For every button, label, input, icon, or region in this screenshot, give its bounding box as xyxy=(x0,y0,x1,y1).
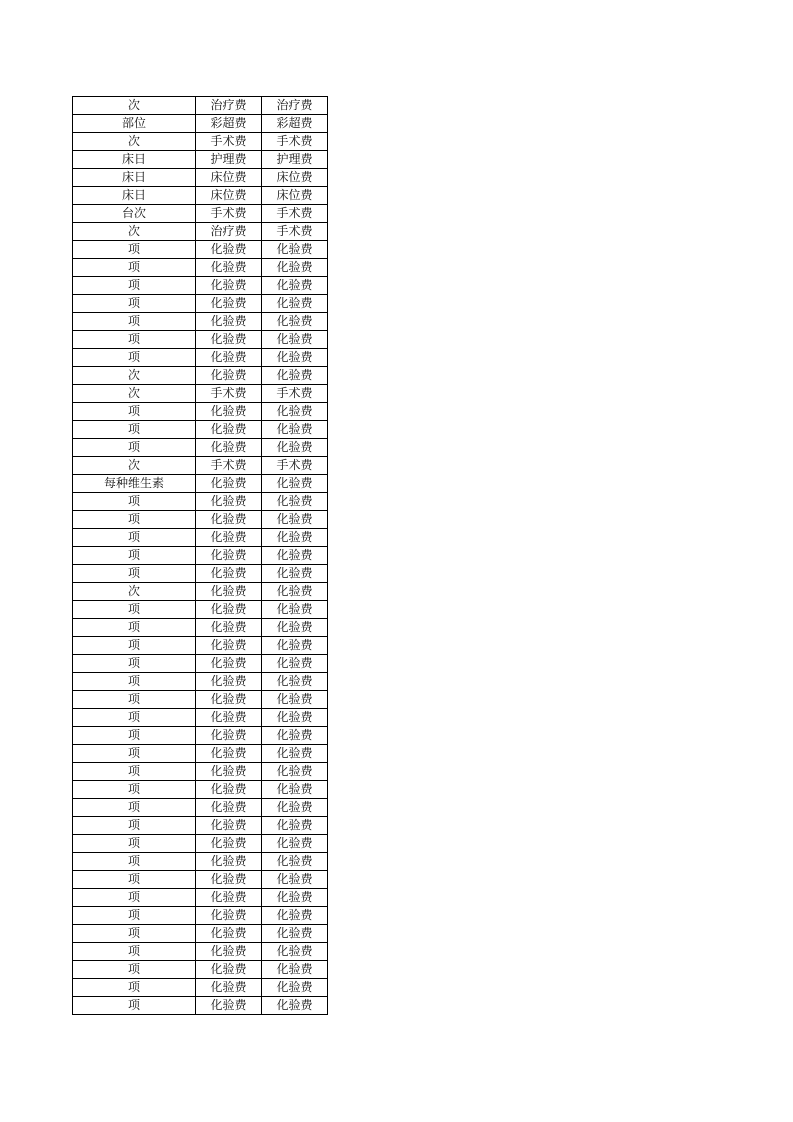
table-row xyxy=(73,763,328,781)
category-cell: 化验费 xyxy=(196,313,262,331)
category-cell: 床位费 xyxy=(196,169,262,187)
unit-cell: 次 xyxy=(73,97,196,115)
table-row xyxy=(73,979,328,997)
unit-cell: 每种维生素 xyxy=(73,475,196,493)
table-row xyxy=(73,727,328,745)
unit-cell: 项 xyxy=(73,763,196,781)
billing-category-cell: 手术费 xyxy=(262,205,328,223)
category-cell: 化验费 xyxy=(196,295,262,313)
category-cell: 化验费 xyxy=(196,961,262,979)
billing-category-cell: 治疗费 xyxy=(262,97,328,115)
category-cell: 化验费 xyxy=(196,763,262,781)
unit-cell: 项 xyxy=(73,691,196,709)
billing-category-cell: 化验费 xyxy=(262,421,328,439)
unit-cell: 床日 xyxy=(73,187,196,205)
table-row xyxy=(73,691,328,709)
billing-category-cell: 化验费 xyxy=(262,673,328,691)
billing-category-cell: 化验费 xyxy=(262,637,328,655)
unit-cell: 项 xyxy=(73,619,196,637)
table-row xyxy=(73,133,328,151)
table-row xyxy=(73,259,328,277)
unit-cell: 次 xyxy=(73,385,196,403)
fee-table xyxy=(72,96,328,1015)
table-row xyxy=(73,349,328,367)
unit-cell: 台次 xyxy=(73,205,196,223)
table-row xyxy=(73,943,328,961)
table-row xyxy=(73,223,328,241)
table-row xyxy=(73,673,328,691)
unit-cell: 项 xyxy=(73,277,196,295)
unit-cell: 项 xyxy=(73,421,196,439)
table-row xyxy=(73,583,328,601)
table-row xyxy=(73,709,328,727)
billing-category-cell: 化验费 xyxy=(262,349,328,367)
billing-category-cell: 护理费 xyxy=(262,151,328,169)
table-row xyxy=(73,151,328,169)
category-cell: 化验费 xyxy=(196,493,262,511)
billing-category-cell: 手术费 xyxy=(262,457,328,475)
table-row xyxy=(73,619,328,637)
unit-cell: 项 xyxy=(73,493,196,511)
billing-category-cell: 床位费 xyxy=(262,169,328,187)
table-row xyxy=(73,457,328,475)
unit-cell: 项 xyxy=(73,961,196,979)
category-cell: 化验费 xyxy=(196,943,262,961)
category-cell: 化验费 xyxy=(196,655,262,673)
billing-category-cell: 彩超费 xyxy=(262,115,328,133)
unit-cell: 项 xyxy=(73,799,196,817)
category-cell: 化验费 xyxy=(196,997,262,1015)
billing-category-cell: 化验费 xyxy=(262,907,328,925)
billing-category-cell: 化验费 xyxy=(262,493,328,511)
billing-category-cell: 化验费 xyxy=(262,601,328,619)
billing-category-cell: 化验费 xyxy=(262,835,328,853)
category-cell: 手术费 xyxy=(196,457,262,475)
billing-category-cell: 化验费 xyxy=(262,961,328,979)
billing-category-cell: 化验费 xyxy=(262,817,328,835)
table-row xyxy=(73,781,328,799)
billing-category-cell: 化验费 xyxy=(262,619,328,637)
billing-category-cell: 手术费 xyxy=(262,385,328,403)
category-cell: 化验费 xyxy=(196,709,262,727)
category-cell: 化验费 xyxy=(196,853,262,871)
billing-category-cell: 化验费 xyxy=(262,889,328,907)
unit-cell: 项 xyxy=(73,601,196,619)
billing-category-cell: 化验费 xyxy=(262,511,328,529)
category-cell: 化验费 xyxy=(196,889,262,907)
unit-cell: 项 xyxy=(73,637,196,655)
billing-category-cell: 化验费 xyxy=(262,295,328,313)
billing-category-cell: 化验费 xyxy=(262,655,328,673)
category-cell: 化验费 xyxy=(196,925,262,943)
unit-cell: 项 xyxy=(73,241,196,259)
billing-category-cell: 化验费 xyxy=(262,403,328,421)
category-cell: 床位费 xyxy=(196,187,262,205)
table-row xyxy=(73,997,328,1015)
table-row xyxy=(73,565,328,583)
unit-cell: 项 xyxy=(73,835,196,853)
unit-cell: 次 xyxy=(73,223,196,241)
unit-cell: 项 xyxy=(73,511,196,529)
category-cell: 化验费 xyxy=(196,637,262,655)
category-cell: 化验费 xyxy=(196,565,262,583)
table-row xyxy=(73,475,328,493)
category-cell: 化验费 xyxy=(196,979,262,997)
table-row xyxy=(73,187,328,205)
unit-cell: 项 xyxy=(73,727,196,745)
table-row xyxy=(73,799,328,817)
unit-cell: 项 xyxy=(73,529,196,547)
table-row xyxy=(73,439,328,457)
unit-cell: 项 xyxy=(73,889,196,907)
category-cell: 化验费 xyxy=(196,475,262,493)
billing-category-cell: 化验费 xyxy=(262,565,328,583)
unit-cell: 次 xyxy=(73,367,196,385)
unit-cell: 项 xyxy=(73,295,196,313)
billing-category-cell: 化验费 xyxy=(262,277,328,295)
unit-cell: 项 xyxy=(73,565,196,583)
table-row xyxy=(73,889,328,907)
billing-category-cell: 化验费 xyxy=(262,871,328,889)
unit-cell: 项 xyxy=(73,439,196,457)
category-cell: 手术费 xyxy=(196,205,262,223)
category-cell: 护理费 xyxy=(196,151,262,169)
category-cell: 化验费 xyxy=(196,691,262,709)
billing-category-cell: 化验费 xyxy=(262,583,328,601)
billing-category-cell: 化验费 xyxy=(262,367,328,385)
billing-category-cell: 化验费 xyxy=(262,853,328,871)
billing-category-cell: 化验费 xyxy=(262,439,328,457)
unit-cell: 次 xyxy=(73,457,196,475)
category-cell: 化验费 xyxy=(196,529,262,547)
billing-category-cell: 化验费 xyxy=(262,529,328,547)
table-row xyxy=(73,961,328,979)
billing-category-cell: 化验费 xyxy=(262,781,328,799)
category-cell: 化验费 xyxy=(196,835,262,853)
table-row xyxy=(73,241,328,259)
category-cell: 化验费 xyxy=(196,277,262,295)
category-cell: 手术费 xyxy=(196,385,262,403)
unit-cell: 项 xyxy=(73,781,196,799)
billing-category-cell: 化验费 xyxy=(262,331,328,349)
table-row xyxy=(73,871,328,889)
table-row xyxy=(73,637,328,655)
table-row xyxy=(73,277,328,295)
category-cell: 化验费 xyxy=(196,799,262,817)
category-cell: 化验费 xyxy=(196,673,262,691)
unit-cell: 项 xyxy=(73,745,196,763)
billing-category-cell: 化验费 xyxy=(262,259,328,277)
table-row xyxy=(73,493,328,511)
unit-cell: 项 xyxy=(73,709,196,727)
category-cell: 化验费 xyxy=(196,601,262,619)
table-row xyxy=(73,169,328,187)
category-cell: 治疗费 xyxy=(196,97,262,115)
unit-cell: 次 xyxy=(73,583,196,601)
table-row xyxy=(73,853,328,871)
billing-category-cell: 化验费 xyxy=(262,313,328,331)
unit-cell: 床日 xyxy=(73,169,196,187)
billing-category-cell: 化验费 xyxy=(262,979,328,997)
unit-cell: 项 xyxy=(73,349,196,367)
unit-cell: 项 xyxy=(73,817,196,835)
table-row xyxy=(73,511,328,529)
unit-cell: 项 xyxy=(73,655,196,673)
table-row xyxy=(73,97,328,115)
billing-category-cell: 化验费 xyxy=(262,925,328,943)
unit-cell: 项 xyxy=(73,979,196,997)
unit-cell: 项 xyxy=(73,871,196,889)
billing-category-cell: 手术费 xyxy=(262,223,328,241)
category-cell: 化验费 xyxy=(196,727,262,745)
category-cell: 化验费 xyxy=(196,403,262,421)
table-row xyxy=(73,421,328,439)
category-cell: 化验费 xyxy=(196,745,262,763)
unit-cell: 项 xyxy=(73,313,196,331)
unit-cell: 项 xyxy=(73,907,196,925)
unit-cell: 项 xyxy=(73,943,196,961)
category-cell: 化验费 xyxy=(196,511,262,529)
billing-category-cell: 化验费 xyxy=(262,241,328,259)
category-cell: 化验费 xyxy=(196,349,262,367)
unit-cell: 项 xyxy=(73,403,196,421)
table-row xyxy=(73,745,328,763)
category-cell: 化验费 xyxy=(196,421,262,439)
billing-category-cell: 化验费 xyxy=(262,727,328,745)
billing-category-cell: 化验费 xyxy=(262,691,328,709)
billing-category-cell: 化验费 xyxy=(262,475,328,493)
billing-category-cell: 手术费 xyxy=(262,133,328,151)
unit-cell: 项 xyxy=(73,547,196,565)
category-cell: 化验费 xyxy=(196,907,262,925)
table-row xyxy=(73,331,328,349)
billing-category-cell: 化验费 xyxy=(262,547,328,565)
table-row xyxy=(73,295,328,313)
table-row xyxy=(73,907,328,925)
billing-category-cell: 床位费 xyxy=(262,187,328,205)
table-row xyxy=(73,115,328,133)
unit-cell: 床日 xyxy=(73,151,196,169)
table-row xyxy=(73,655,328,673)
billing-category-cell: 化验费 xyxy=(262,763,328,781)
table-row xyxy=(73,835,328,853)
billing-category-cell: 化验费 xyxy=(262,709,328,727)
table-row xyxy=(73,925,328,943)
category-cell: 化验费 xyxy=(196,367,262,385)
billing-category-cell: 化验费 xyxy=(262,745,328,763)
table-row xyxy=(73,367,328,385)
table-row xyxy=(73,313,328,331)
unit-cell: 次 xyxy=(73,133,196,151)
category-cell: 治疗费 xyxy=(196,223,262,241)
billing-category-cell: 化验费 xyxy=(262,799,328,817)
unit-cell: 项 xyxy=(73,331,196,349)
table-row xyxy=(73,529,328,547)
billing-category-cell: 化验费 xyxy=(262,997,328,1015)
category-cell: 化验费 xyxy=(196,259,262,277)
category-cell: 化验费 xyxy=(196,241,262,259)
category-cell: 化验费 xyxy=(196,439,262,457)
unit-cell: 项 xyxy=(73,997,196,1015)
category-cell: 化验费 xyxy=(196,817,262,835)
table-row xyxy=(73,817,328,835)
table-row xyxy=(73,403,328,421)
category-cell: 化验费 xyxy=(196,781,262,799)
category-cell: 手术费 xyxy=(196,133,262,151)
category-cell: 化验费 xyxy=(196,619,262,637)
unit-cell: 项 xyxy=(73,853,196,871)
category-cell: 化验费 xyxy=(196,871,262,889)
table-row xyxy=(73,601,328,619)
category-cell: 化验费 xyxy=(196,547,262,565)
table-row xyxy=(73,547,328,565)
category-cell: 化验费 xyxy=(196,331,262,349)
table-row xyxy=(73,385,328,403)
category-cell: 化验费 xyxy=(196,583,262,601)
unit-cell: 项 xyxy=(73,259,196,277)
table-row xyxy=(73,205,328,223)
unit-cell: 部位 xyxy=(73,115,196,133)
unit-cell: 项 xyxy=(73,673,196,691)
fee-table-body xyxy=(73,97,328,1015)
category-cell: 彩超费 xyxy=(196,115,262,133)
billing-category-cell: 化验费 xyxy=(262,943,328,961)
unit-cell: 项 xyxy=(73,925,196,943)
